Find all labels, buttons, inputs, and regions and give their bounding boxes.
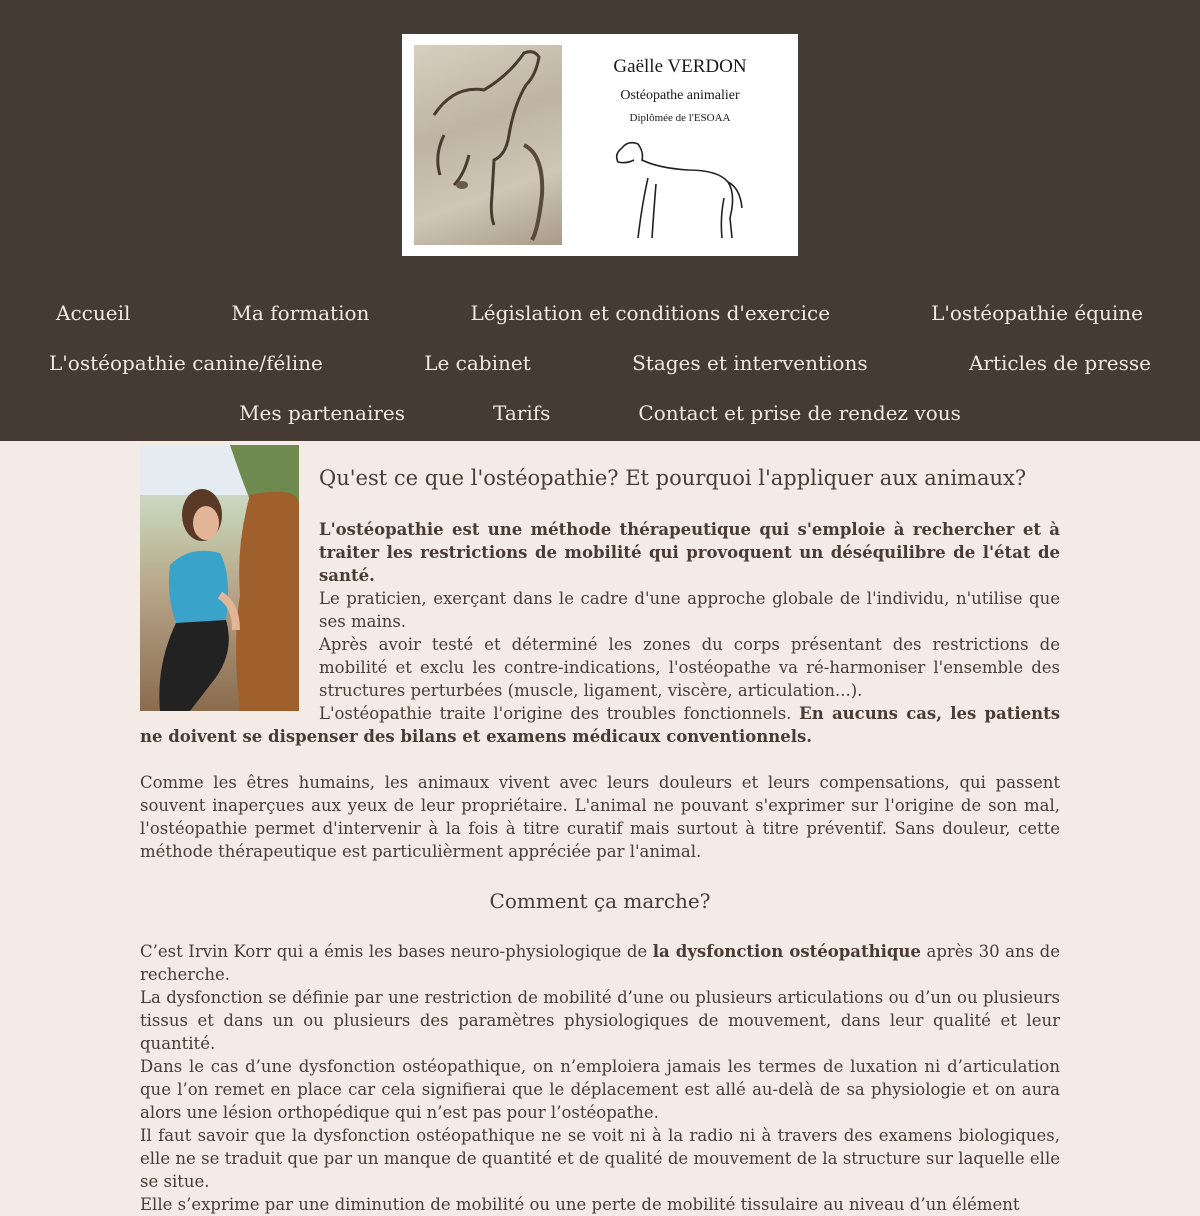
main-content	[140, 445, 1060, 1216]
paragraph-3-bold: En aucuns cas, les patients ne doivent se dispenser des bilans et examens médicaux conventionnels.	[140, 704, 1060, 746]
logo-name: Gaëlle VERDON	[613, 56, 747, 77]
spacer	[140, 748, 1060, 771]
paragraph-2: Après avoir testé et déterminé les zones du corps présentant des restrictions de mobilité et exclu les contre-indications, l'ostéopathe va ré-harmoniser l'ensemble des structures perturbées (muscle, ligament, viscère, articulation...).	[319, 635, 1060, 700]
page-title: Qu'est ce que l'ostéopathie? Et pourquoi l'appliquer aux animaux?	[319, 466, 1027, 490]
nav-item-articles-presse[interactable]: Articles de presse	[968, 351, 1151, 375]
nav-item-osteopathie-canine-feline[interactable]: L'ostéopathie canine/féline	[49, 351, 323, 375]
paragraph-7: Dans le cas d’une dysfonction ostéopathique, on n’emploiera jamais les termes de luxation ni d’articulation que l’on remet en place car cela signifierai que le déplacement est allé au-delà de sa physiologie et on aura alors une lésion orthopédique qui n’est pas pour l’ostéopathe.	[140, 1057, 1060, 1122]
paragraph-8: Il faut savoir que la dysfonction ostéopathique ne se voit ni à la radio ni à travers des examens biologiques, elle ne se traduit que par un manque de quantité et de qualité de mouvement de la structure sur laquelle elle se situe.	[140, 1126, 1060, 1191]
nav-row-2	[0, 344, 1200, 394]
paragraph-3-start: L'ostéopathie traite l'origine des troubles fonctionnels.	[319, 704, 800, 723]
nav-item-mes-partenaires[interactable]: Mes partenaires	[239, 401, 406, 425]
nav-item-accueil[interactable]: Accueil	[56, 301, 131, 325]
nav-item-osteopathie-equine[interactable]: L'ostéopathie équine	[931, 301, 1143, 325]
nav-row-1	[0, 294, 1200, 344]
horse-sketch-image	[414, 45, 562, 245]
nav-row-3	[0, 394, 1200, 444]
nav-item-stages-interventions[interactable]: Stages et interventions	[632, 351, 868, 375]
intro-bold: L'ostéopathie est une méthode thérapeutique qui s'emploie à rechercher et à traiter les restrictions de mobilité qui provoquent un déséquilibre de l'état de santé.	[319, 520, 1060, 585]
paragraph-6: La dysfonction se définie par une restriction de mobilité d’une ou plusieurs articulations ou d’un ou plusieurs tissus et dans un ou plusieurs des paramètres physiologiques de mouvement, dans leur qualité et leur quantité.	[140, 988, 1060, 1053]
paragraph-1: Le praticien, exerçant dans le cadre d'une approche globale de l'individu, n'utilise que ses mains.	[319, 589, 1060, 631]
main-nav	[0, 294, 1200, 444]
woman-with-horse-photo	[140, 445, 299, 711]
paragraph-5-bold: la dysfonction ostéopathique	[652, 942, 921, 961]
logo-diploma: Diplômée de l'ESOAA	[629, 112, 731, 124]
section-subtitle: Comment ça marche?	[489, 889, 711, 913]
paragraph-9: Elle s’exprime par une diminution de mobilité ou une perte de mobilité tissulaire au niveau d’un élément	[140, 1195, 1020, 1214]
nav-item-tarifs[interactable]: Tarifs	[493, 401, 551, 425]
paragraph-4: Comme les êtres humains, les animaux vivent avec leurs douleurs et leurs compensations, qui passent souvent inaperçues aux yeux de leur propriétaire. L'animal ne pouvant s'exprimer sur l'origine de son mal, l'ostéopathie permet d'intervenir à la fois à titre curatif mais surtout à titre préventif. Sans douleur, cette méthode thérapeutique est particulièrment appréciée par l'animal.	[140, 773, 1060, 861]
nav-item-le-cabinet[interactable]: Le cabinet	[424, 351, 531, 375]
paragraph-5	[140, 940, 1060, 986]
nav-item-contact[interactable]: Contact et prise de rendez vous	[638, 401, 961, 425]
paragraph-5-end: après 30 ans de recherche.	[140, 942, 1060, 984]
nav-item-ma-formation[interactable]: Ma formation	[231, 301, 370, 325]
nav-item-legislation[interactable]: Législation et conditions d'exercice	[470, 301, 831, 325]
logo-profession: Ostéopathe animalier	[620, 88, 740, 103]
paragraph-5-start: C’est Irvin Korr qui a émis les bases neuro-physiologique de	[140, 942, 653, 961]
site-header	[0, 0, 1200, 441]
dog-sketch-image	[608, 138, 748, 243]
logo[interactable]	[402, 34, 798, 256]
